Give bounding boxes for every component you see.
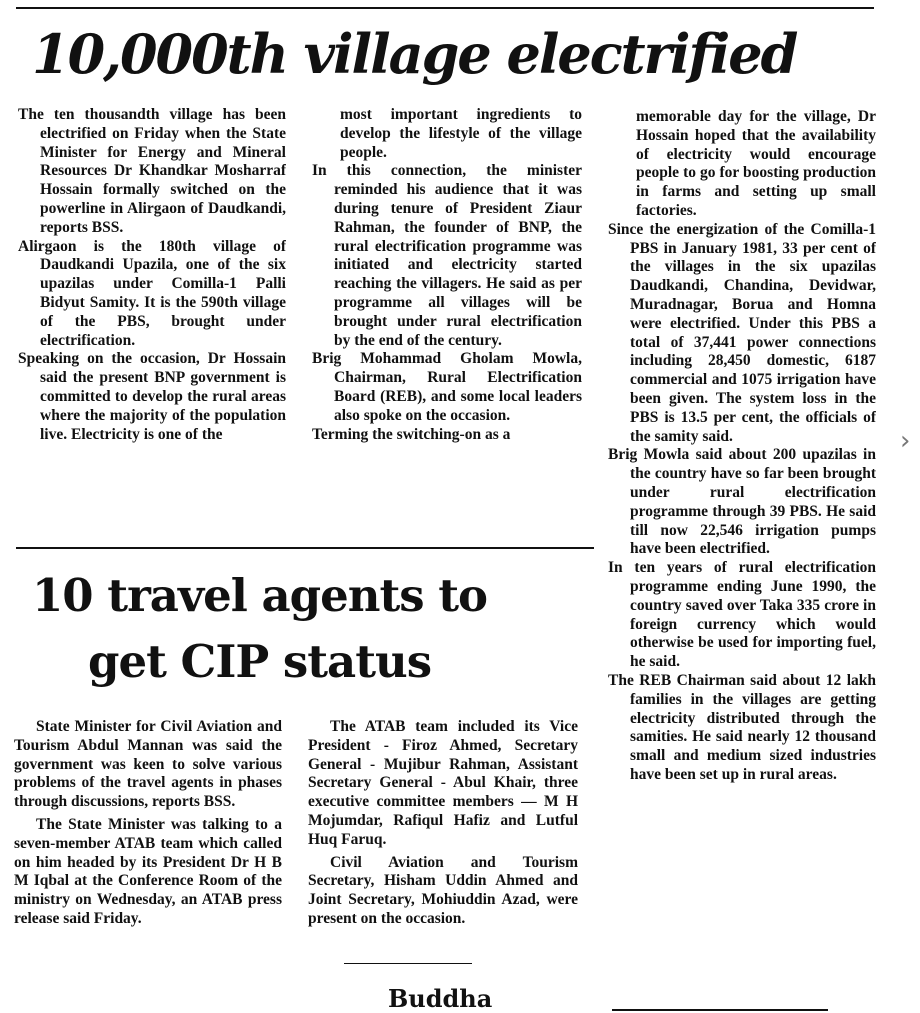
story1-col1-paragraph: The ten thousandth village has been electrified on Friday when the State Minister for Energy and Mineral Resources Dr Khandkar Mosharraf Hossain formally switched on the powerline in Alirgaon of Daudkandi, reports BSS. xyxy=(18,106,286,236)
story1-col3-paragraph: The REB Chairman said about 12 lakh families in the villages are getting electricity distributed through the samities. He said nearly 12 thousand small and medium sized industries have been set up in rural areas. xyxy=(608,671,876,783)
story1-col3-paragraph: Brig Mowla said about 200 upazilas in the country have so far been brought under rural electrification programme through 39 PBS. He said till now 22,546 irrigation pumps have been electrified. xyxy=(608,446,876,558)
story1-col3-paragraph: memorable day for the village, Dr Hossain hoped that the availability of electricity would encourage people to go for boosting production in farms and setting up small factories. xyxy=(636,108,876,219)
story1-column-1 xyxy=(18,106,286,542)
story2-column-2 xyxy=(308,718,578,964)
story1-col3-paragraph: Since the energization of the Comilla-1 PBS in January 1981, 33 per cent of the villages in the six upazilas Daudkandi, Chandina, Devidwar, Muradnagar, Borua and Homna were electrified. Under this PBS a total of 37,441 power connections including 28,450 domestic, 6187 commercial and 1075 irrigation have been given. The system loss in the PBS is 13.5 per cent, the officials of the samity said. xyxy=(608,220,876,445)
story2-col1-paragraph: State Minister for Civil Aviation and Tourism Abdul Mannan was said the government was keen to solve various problems of the travel agents in phases through discussions, reports BSS. xyxy=(14,718,282,811)
story2-col1-paragraph: The State Minister was talking to a seven-member ATAB team which called on him headed by its President Dr H B M Iqbal at the Conference Room of the ministry on Wednesday, an ATAB press release said Friday. xyxy=(14,815,282,927)
story1-column-3 xyxy=(608,108,876,1006)
story1-col2-paragraph: Brig Mohammad Gholam Mowla, Chairman, Rural Electrification Board (REB), and some local leaders also spoke on the occasion. xyxy=(312,350,582,424)
story1-col2-paragraph: Terming the switching-on as a xyxy=(312,425,511,443)
story2-headline-line-1: 10 travel agents to xyxy=(32,569,488,622)
story1-col3-paragraph: In ten years of rural electrification programme ending June 1990, the country saved over Taka 335 crore in foreign currency which would otherwise be used for importing fuel, he said. xyxy=(608,559,876,671)
story2-column-1 xyxy=(14,718,282,1010)
story2-headline-line-2: get CIP status xyxy=(88,635,432,688)
top-rule xyxy=(16,7,874,9)
story1-col1-paragraph: Alirgaon is the 180th village of Daudkandi Upazila, one of the six upazilas under Comilla-1 Palli Bidyut Samity. It is the 590th village of the PBS, brought under electrification. xyxy=(18,237,286,349)
scan-edge-mark-icon: › xyxy=(900,426,911,456)
story2-col2-paragraph: Civil Aviation and Tourism Secretary, Hisham Uddin Ahmed and Joint Secretary, Mohiuddin Azad, were present on the occasion. xyxy=(308,853,578,927)
story2-col2-paragraph: The ATAB team included its Vice President - Firoz Ahmed, Secretary General - Mujibur Rahman, Assistant Secretary General - Abul Khair, three executive committee members — M H Mojumdar, Rafiqul Hafiz and Lutful Huq Faruq. xyxy=(308,718,578,848)
next-story-headline-fragment: Buddha xyxy=(388,984,493,1013)
column3-end-rule xyxy=(612,1009,828,1011)
story1-col1-paragraph: Speaking on the occasion, Dr Hossain said the present BNP government is committed to develop the rural areas where the majority of the population live. Electricity is one of the xyxy=(18,350,286,443)
story1-column-2 xyxy=(312,106,582,542)
story1-col2-paragraph: In this connection, the minister reminded his audience that it was during tenure of President Ziaur Rahman, the founder of BNP, the rural electrification programme was initiated and electricity started reaching the villagers. He said as per programme all villages will be brought under rural electrification by the end of the century. xyxy=(312,162,582,349)
story-divider-rule xyxy=(16,547,594,549)
story1-headline: 10,000th village electrified xyxy=(32,22,797,86)
story1-col2-paragraph: most important ingredients to develop the lifestyle of the village people. xyxy=(340,106,582,161)
